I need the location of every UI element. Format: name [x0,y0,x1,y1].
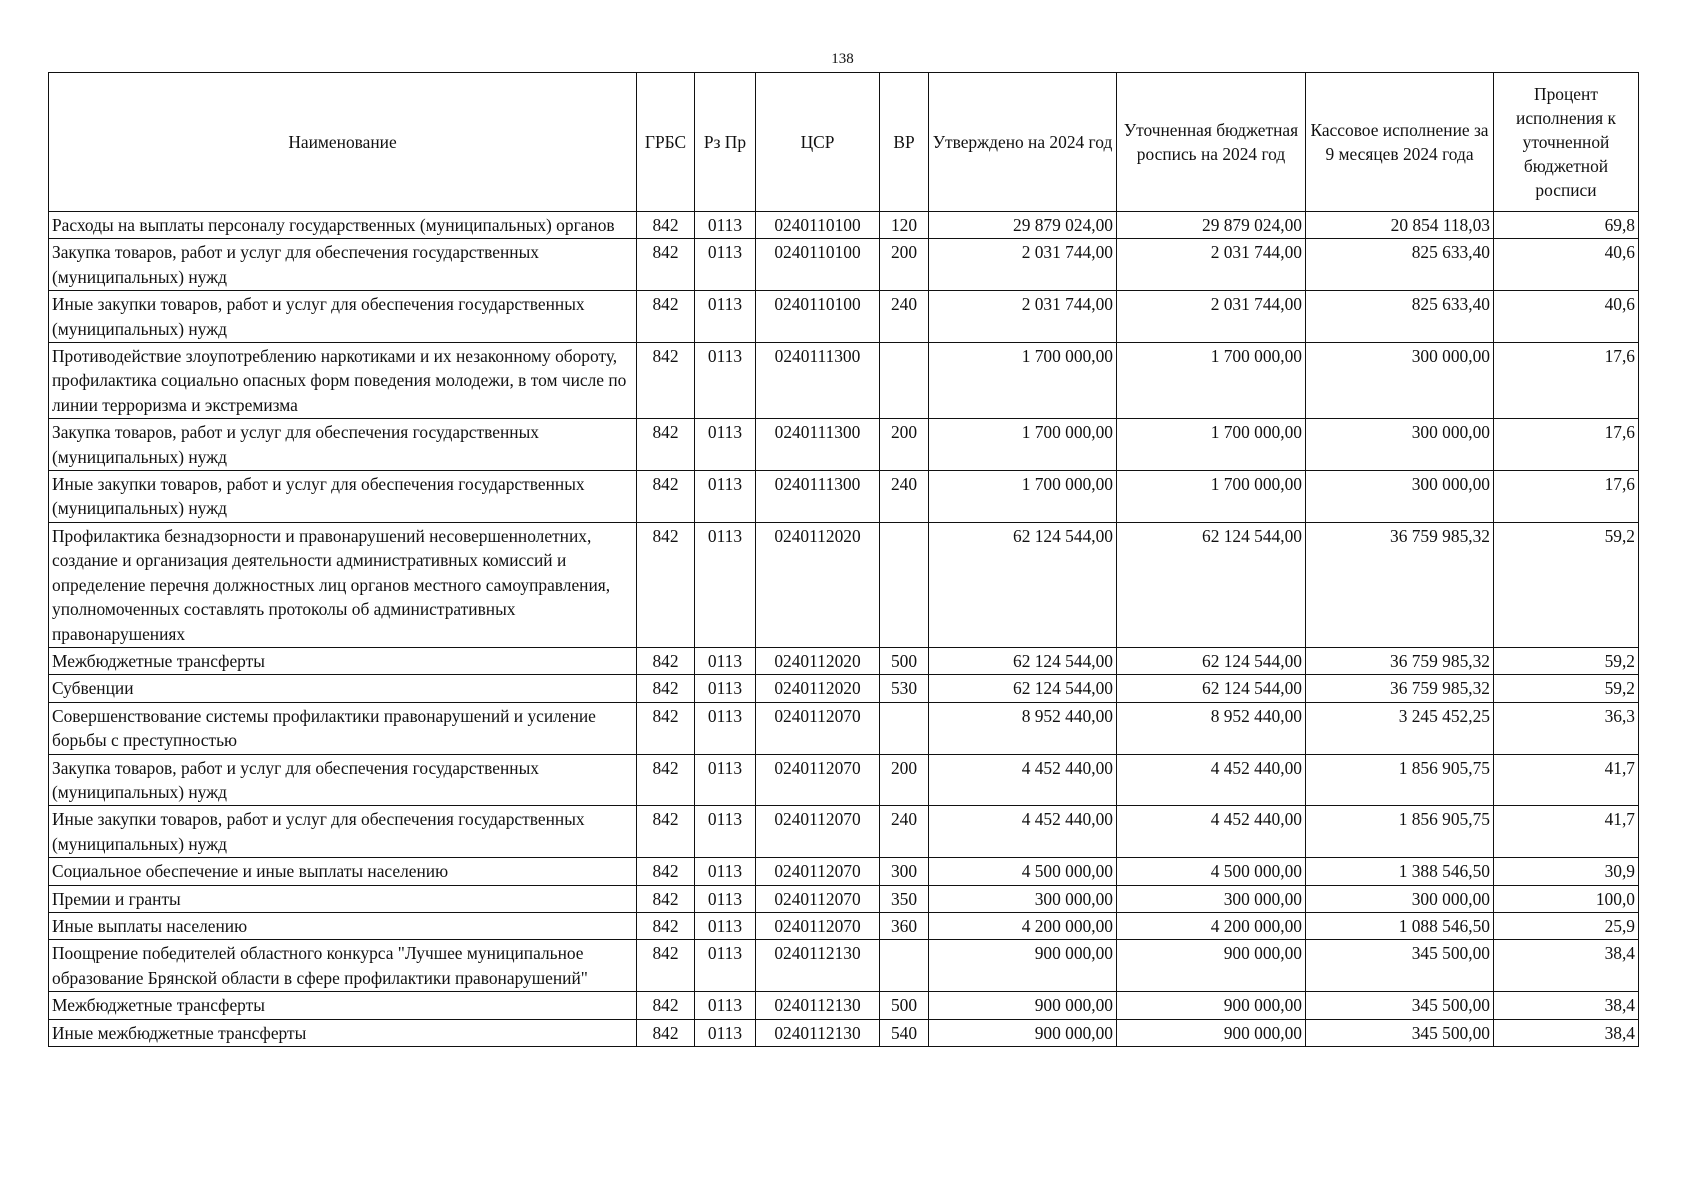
cell-cash: 1 856 905,75 [1306,754,1494,806]
cell-approved: 4 200 000,00 [929,912,1117,939]
cell-csr: 0240112130 [756,940,880,992]
cell-approved: 1 700 000,00 [929,471,1117,523]
cell-grbs: 842 [637,885,695,912]
cell-rzpr: 0113 [695,858,756,885]
cell-cash: 345 500,00 [1306,940,1494,992]
table-row [49,1019,1639,1046]
cell-approved: 8 952 440,00 [929,702,1117,754]
cell-percent: 41,7 [1494,806,1639,858]
header-csr: ЦСР [756,73,880,212]
cell-refined: 900 000,00 [1117,1019,1306,1046]
cell-refined: 62 124 544,00 [1117,675,1306,702]
cell-csr: 0240110100 [756,212,880,239]
cell-rzpr: 0113 [695,1019,756,1046]
cell-approved: 900 000,00 [929,1019,1117,1046]
header-percent: Процент исполнения к уточненной бюджетной росписи [1494,73,1639,212]
cell-refined: 900 000,00 [1117,992,1306,1019]
table-row [49,212,1639,239]
cell-refined: 62 124 544,00 [1117,647,1306,674]
table-row [49,858,1639,885]
cell-cash: 1 088 546,50 [1306,912,1494,939]
cell-vr [880,343,929,419]
cell-rzpr: 0113 [695,647,756,674]
cell-approved: 62 124 544,00 [929,522,1117,647]
cell-csr: 0240111300 [756,419,880,471]
cell-rzpr: 0113 [695,702,756,754]
table-row [49,754,1639,806]
cell-refined: 4 200 000,00 [1117,912,1306,939]
cell-approved: 300 000,00 [929,885,1117,912]
cell-grbs: 842 [637,471,695,523]
cell-approved: 900 000,00 [929,992,1117,1019]
cell-approved: 29 879 024,00 [929,212,1117,239]
cell-grbs: 842 [637,806,695,858]
table-row [49,992,1639,1019]
cell-percent: 59,2 [1494,522,1639,647]
cell-name: Закупка товаров, работ и услуг для обеспечения государственных (муниципальных) нужд [49,419,637,471]
cell-grbs: 842 [637,675,695,702]
cell-csr: 0240112020 [756,675,880,702]
cell-refined: 300 000,00 [1117,885,1306,912]
cell-rzpr: 0113 [695,343,756,419]
table-row [49,291,1639,343]
cell-percent: 17,6 [1494,419,1639,471]
cell-cash: 300 000,00 [1306,343,1494,419]
cell-percent: 69,8 [1494,212,1639,239]
cell-refined: 4 452 440,00 [1117,754,1306,806]
cell-refined: 1 700 000,00 [1117,471,1306,523]
cell-cash: 825 633,40 [1306,291,1494,343]
cell-vr: 350 [880,885,929,912]
table-body [49,212,1639,1047]
cell-name: Субвенции [49,675,637,702]
cell-name: Иные закупки товаров, работ и услуг для обеспечения государственных (муниципальных) нужд [49,806,637,858]
table-row [49,522,1639,647]
table-row [49,647,1639,674]
cell-name: Профилактика безнадзорности и правонарушений несовершеннолетних, создание и организация деятельности административных комиссий и определение перечня должностных лиц органов местного самоуправления, уполномоченных составлять протоколы об административных правонарушениях [49,522,637,647]
cell-refined: 4 500 000,00 [1117,858,1306,885]
cell-name: Совершенствование системы профилактики правонарушений и усиление борьбы с преступностью [49,702,637,754]
header-approved: Утверждено на 2024 год [929,73,1117,212]
cell-csr: 0240112020 [756,647,880,674]
cell-csr: 0240112070 [756,858,880,885]
header-name: Наименование [49,73,637,212]
cell-name: Расходы на выплаты персоналу государственных (муниципальных) органов [49,212,637,239]
cell-vr: 530 [880,675,929,702]
cell-name: Поощрение победителей областного конкурса "Лучшее муниципальное образование Брянской области в сфере профилактики правонарушений" [49,940,637,992]
cell-refined: 4 452 440,00 [1117,806,1306,858]
cell-csr: 0240112020 [756,522,880,647]
cell-rzpr: 0113 [695,940,756,992]
cell-csr: 0240112130 [756,1019,880,1046]
cell-approved: 1 700 000,00 [929,419,1117,471]
cell-percent: 41,7 [1494,754,1639,806]
cell-percent: 38,4 [1494,940,1639,992]
cell-vr: 240 [880,471,929,523]
cell-name: Иные выплаты населению [49,912,637,939]
cell-name: Закупка товаров, работ и услуг для обеспечения государственных (муниципальных) нужд [49,754,637,806]
cell-csr: 0240110100 [756,239,880,291]
cell-grbs: 842 [637,754,695,806]
cell-name: Иные закупки товаров, работ и услуг для обеспечения государственных (муниципальных) нужд [49,291,637,343]
cell-vr: 200 [880,419,929,471]
cell-percent: 17,6 [1494,471,1639,523]
cell-rzpr: 0113 [695,675,756,702]
cell-csr: 0240112070 [756,912,880,939]
table-row [49,806,1639,858]
table-row [49,471,1639,523]
cell-grbs: 842 [637,647,695,674]
header-cash: Кассовое исполнение за 9 месяцев 2024 года [1306,73,1494,212]
cell-vr: 240 [880,291,929,343]
cell-name: Закупка товаров, работ и услуг для обеспечения государственных (муниципальных) нужд [49,239,637,291]
cell-percent: 30,9 [1494,858,1639,885]
cell-rzpr: 0113 [695,912,756,939]
cell-percent: 40,6 [1494,291,1639,343]
cell-percent: 59,2 [1494,647,1639,674]
cell-approved: 2 031 744,00 [929,291,1117,343]
table-row [49,885,1639,912]
header-refined: Уточненная бюджетная роспись на 2024 год [1117,73,1306,212]
cell-grbs: 842 [637,522,695,647]
cell-name: Противодействие злоупотреблению наркотиками и их незаконному обороту, профилактика социально опасных форм поведения молодежи, в том числе по линии терроризма и экстремизма [49,343,637,419]
cell-vr: 540 [880,1019,929,1046]
cell-rzpr: 0113 [695,239,756,291]
cell-name: Межбюджетные трансферты [49,992,637,1019]
cell-rzpr: 0113 [695,471,756,523]
cell-rzpr: 0113 [695,992,756,1019]
cell-csr: 0240112130 [756,992,880,1019]
cell-grbs: 842 [637,419,695,471]
table-row [49,675,1639,702]
cell-name: Премии и гранты [49,885,637,912]
cell-cash: 36 759 985,32 [1306,647,1494,674]
cell-grbs: 842 [637,940,695,992]
cell-rzpr: 0113 [695,885,756,912]
cell-percent: 38,4 [1494,1019,1639,1046]
cell-percent: 59,2 [1494,675,1639,702]
table-row [49,940,1639,992]
cell-cash: 825 633,40 [1306,239,1494,291]
cell-csr: 0240111300 [756,343,880,419]
cell-vr [880,702,929,754]
cell-approved: 62 124 544,00 [929,647,1117,674]
cell-refined: 29 879 024,00 [1117,212,1306,239]
cell-rzpr: 0113 [695,212,756,239]
cell-percent: 36,3 [1494,702,1639,754]
cell-grbs: 842 [637,291,695,343]
cell-vr: 300 [880,858,929,885]
cell-cash: 345 500,00 [1306,1019,1494,1046]
cell-approved: 4 452 440,00 [929,754,1117,806]
cell-vr: 500 [880,992,929,1019]
cell-approved: 4 500 000,00 [929,858,1117,885]
table-row [49,239,1639,291]
cell-csr: 0240111300 [756,471,880,523]
cell-vr: 200 [880,754,929,806]
cell-grbs: 842 [637,992,695,1019]
cell-vr: 120 [880,212,929,239]
cell-cash: 345 500,00 [1306,992,1494,1019]
cell-refined: 900 000,00 [1117,940,1306,992]
cell-cash: 300 000,00 [1306,885,1494,912]
cell-percent: 25,9 [1494,912,1639,939]
cell-vr [880,940,929,992]
cell-vr: 240 [880,806,929,858]
cell-cash: 36 759 985,32 [1306,522,1494,647]
cell-grbs: 842 [637,912,695,939]
cell-percent: 17,6 [1494,343,1639,419]
cell-cash: 300 000,00 [1306,419,1494,471]
cell-approved: 1 700 000,00 [929,343,1117,419]
cell-vr: 500 [880,647,929,674]
cell-cash: 1 856 905,75 [1306,806,1494,858]
cell-rzpr: 0113 [695,754,756,806]
cell-cash: 36 759 985,32 [1306,675,1494,702]
cell-grbs: 842 [637,239,695,291]
cell-approved: 2 031 744,00 [929,239,1117,291]
cell-name: Социальное обеспечение и иные выплаты населению [49,858,637,885]
cell-name: Иные закупки товаров, работ и услуг для обеспечения государственных (муниципальных) нужд [49,471,637,523]
table-row [49,343,1639,419]
cell-cash: 3 245 452,25 [1306,702,1494,754]
cell-refined: 62 124 544,00 [1117,522,1306,647]
cell-csr: 0240110100 [756,291,880,343]
cell-approved: 900 000,00 [929,940,1117,992]
cell-approved: 4 452 440,00 [929,806,1117,858]
cell-cash: 20 854 118,03 [1306,212,1494,239]
cell-grbs: 842 [637,212,695,239]
cell-percent: 100,0 [1494,885,1639,912]
cell-grbs: 842 [637,858,695,885]
cell-cash: 300 000,00 [1306,471,1494,523]
header-vr: ВР [880,73,929,212]
cell-name: Иные межбюджетные трансферты [49,1019,637,1046]
cell-refined: 1 700 000,00 [1117,419,1306,471]
page-number: 138 [831,51,854,67]
cell-csr: 0240112070 [756,754,880,806]
cell-grbs: 842 [637,702,695,754]
cell-cash: 1 388 546,50 [1306,858,1494,885]
cell-rzpr: 0113 [695,419,756,471]
cell-rzpr: 0113 [695,291,756,343]
cell-vr: 200 [880,239,929,291]
cell-rzpr: 0113 [695,522,756,647]
cell-csr: 0240112070 [756,806,880,858]
cell-csr: 0240112070 [756,885,880,912]
cell-vr: 360 [880,912,929,939]
cell-percent: 38,4 [1494,992,1639,1019]
table-header-row [49,73,1639,212]
cell-grbs: 842 [637,343,695,419]
table-row [49,702,1639,754]
budget-execution-table [48,72,1639,1047]
cell-refined: 2 031 744,00 [1117,291,1306,343]
cell-percent: 40,6 [1494,239,1639,291]
cell-refined: 8 952 440,00 [1117,702,1306,754]
cell-rzpr: 0113 [695,806,756,858]
cell-refined: 2 031 744,00 [1117,239,1306,291]
cell-approved: 62 124 544,00 [929,675,1117,702]
cell-grbs: 842 [637,1019,695,1046]
cell-name: Межбюджетные трансферты [49,647,637,674]
cell-refined: 1 700 000,00 [1117,343,1306,419]
header-rzpr: Рз Пр [695,73,756,212]
cell-csr: 0240112070 [756,702,880,754]
header-grbs: ГРБС [637,73,695,212]
cell-vr [880,522,929,647]
table-row [49,419,1639,471]
table-row [49,912,1639,939]
